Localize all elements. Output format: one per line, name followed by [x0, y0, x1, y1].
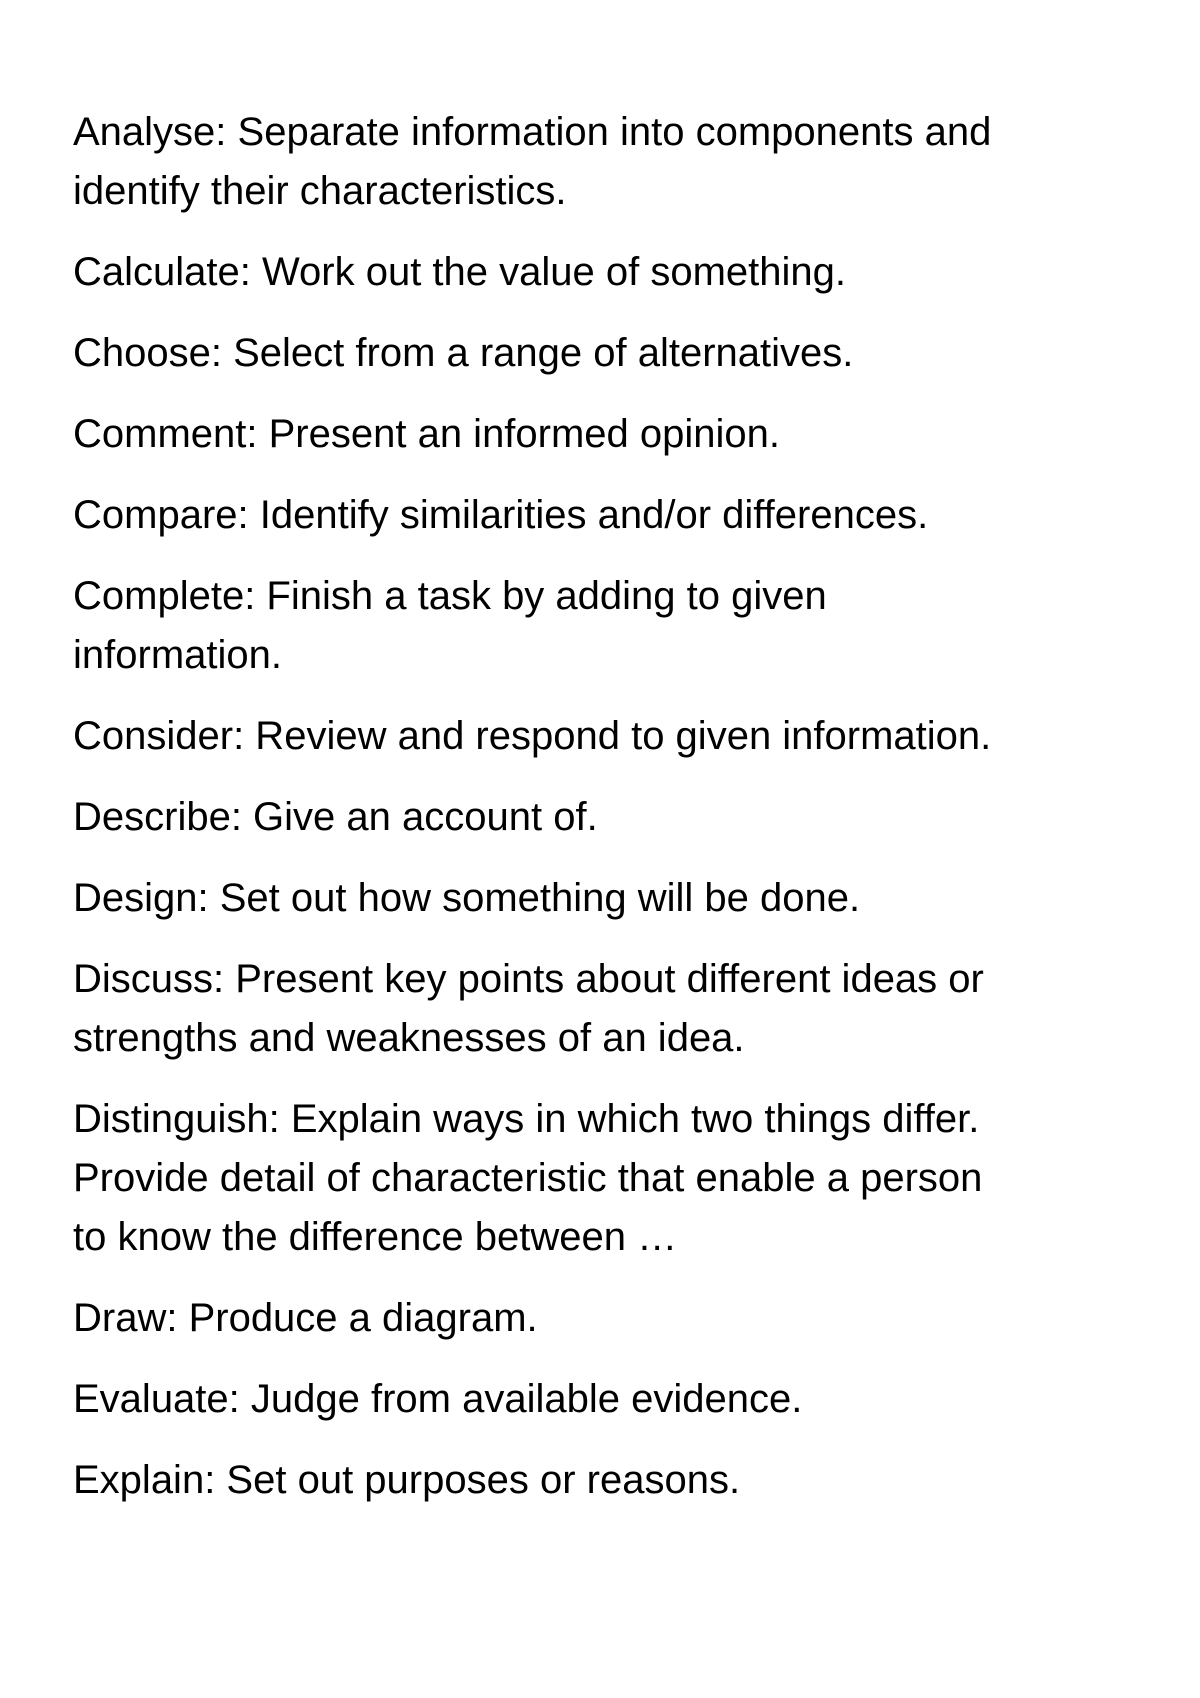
term-describe: Describe: Give an account of.	[73, 795, 598, 839]
term-draw: Draw: Produce a diagram.	[73, 1296, 538, 1340]
term-evaluate: Evaluate: Judge from available evidence.	[73, 1377, 803, 1421]
term-distinguish: Distinguish: Explain ways in which two things differ. Provide detail of characteristic that enable a person to know the difference between …	[73, 1097, 983, 1259]
term-design: Design: Set out how something will be done.	[73, 876, 861, 920]
term-explain: Explain: Set out purposes or reasons.	[73, 1458, 741, 1502]
term-calculate: Calculate: Work out the value of something.	[73, 250, 847, 294]
term-choose: Choose: Select from a range of alternatives.	[73, 331, 854, 375]
term-analyse: Analyse: Separate information into components and identify their characteristics.	[73, 110, 992, 213]
command-word-list	[73, 103, 1143, 1532]
term-compare: Compare: Identify similarities and/or differences.	[73, 493, 929, 537]
term-discuss: Discuss: Present key points about different ideas or strengths and weaknesses of an idea.	[73, 957, 984, 1060]
term-complete: Complete: Finish a task by adding to given information.	[73, 574, 827, 677]
term-consider: Consider: Review and respond to given information.	[73, 714, 992, 758]
term-comment: Comment: Present an informed opinion.	[73, 412, 781, 456]
